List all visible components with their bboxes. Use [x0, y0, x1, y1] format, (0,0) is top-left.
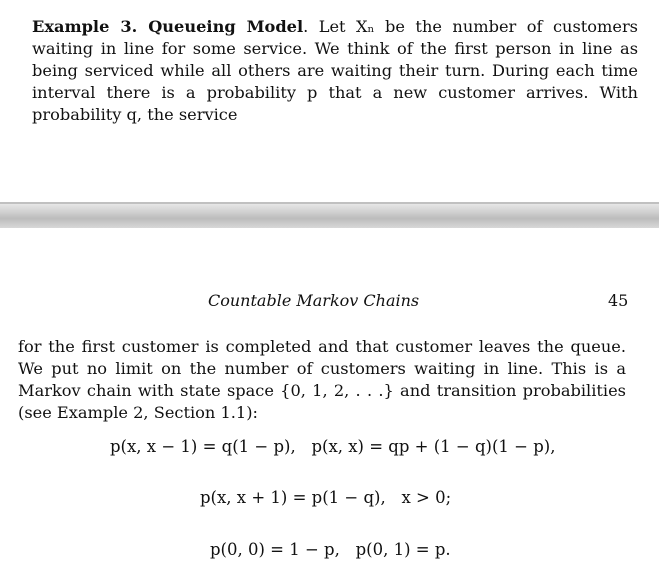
equation-3: p(0, 0) = 1 − p, p(0, 1) = p. [210, 540, 451, 559]
page-top [0, 0, 659, 200]
top-paragraph-text: . Let Xₙ be the number of customers waiting in line for some service. We think of the first person in line as being serviced while all others are waiting their turn. During each time interval there is a probability p that a new customer arrives. With probability q, the service [32, 17, 638, 124]
top-paragraph [32, 16, 638, 126]
equation-1: p(x, x − 1) = q(1 − p), p(x, x) = qp + (1 − q)(1 − p), [110, 437, 556, 456]
equation-2: p(x, x + 1) = p(1 − q), x > 0; [200, 488, 452, 507]
page-number: 45 [608, 291, 629, 310]
page-divider [0, 202, 659, 228]
example-heading: Example 3. Queueing Model [32, 17, 304, 36]
running-title: Countable Markov Chains [208, 291, 420, 310]
bottom-paragraph: for the first customer is completed and that customer leaves the queue. We put no limit on the number of customers waiting in line. This is a Markov chain with state space {0, 1, 2, . . .} and transition probabilities (see Example 2, Section 1.1): [18, 337, 626, 422]
